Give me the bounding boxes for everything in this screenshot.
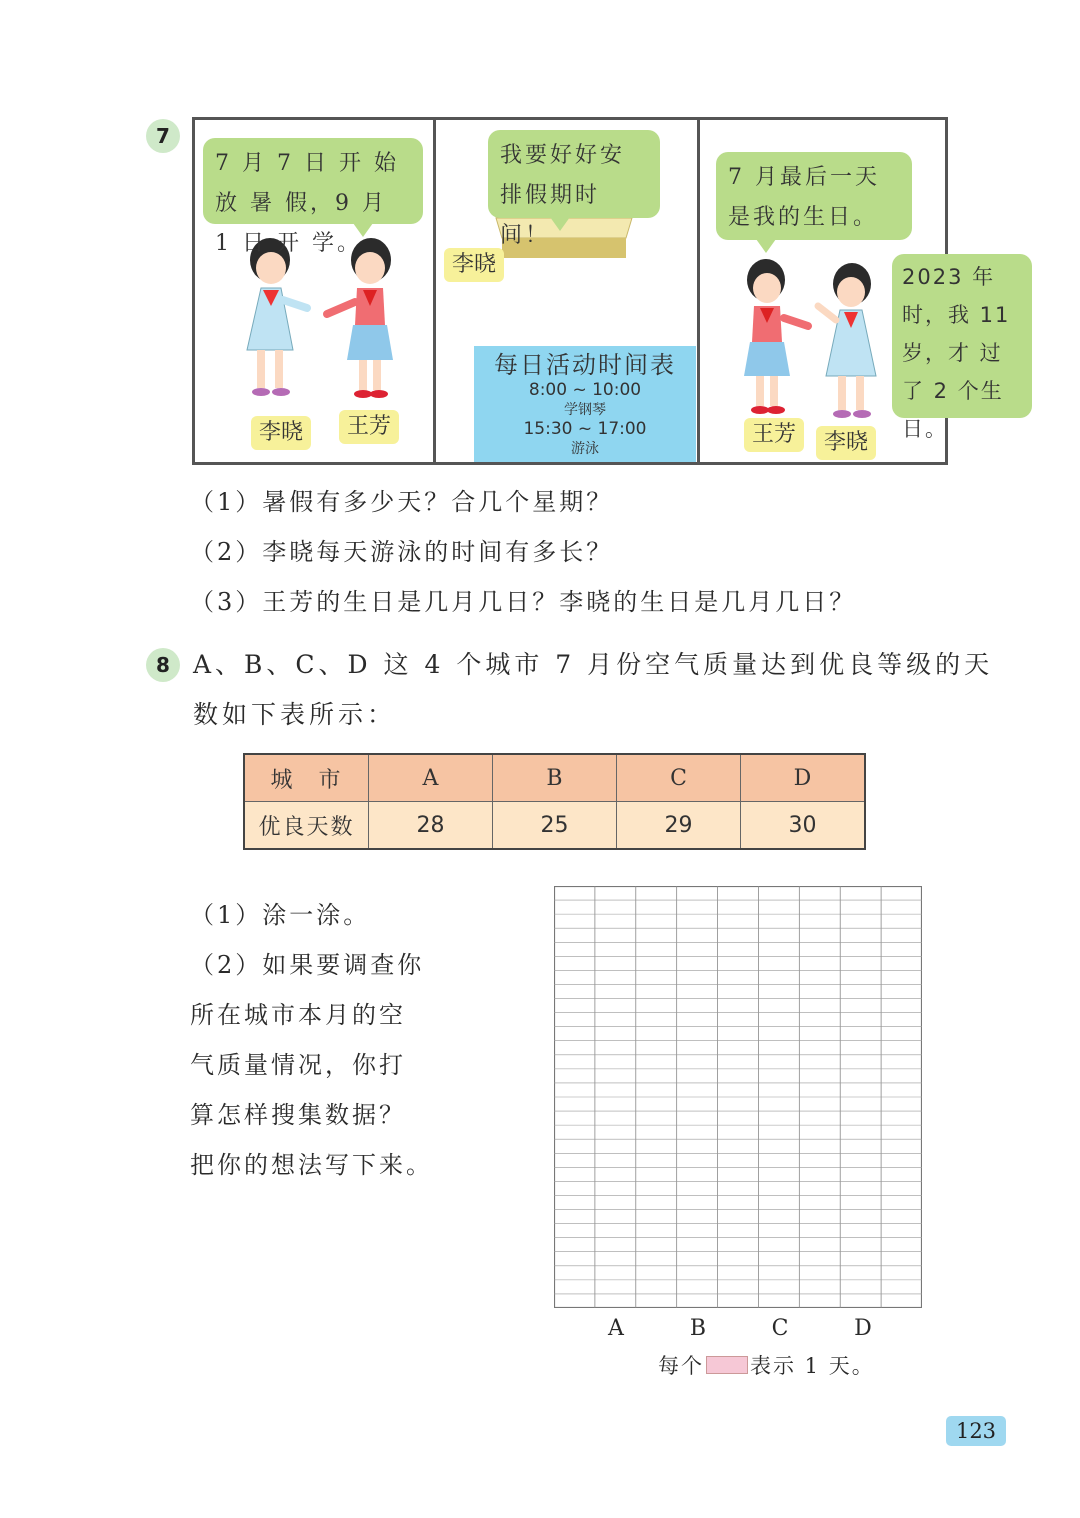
grid-label-a: A	[608, 1316, 624, 1341]
problem-7-question-1: （1）暑假有多少天？合几个星期？	[190, 488, 614, 516]
comic-panel-2	[436, 120, 700, 462]
daily-schedule-card	[474, 346, 696, 462]
schedule-time-2: 15:30 ~ 17:00	[523, 419, 647, 439]
speech-bubble-vacation-dates	[203, 138, 423, 256]
name-tag-li-xiao: 李晓	[251, 416, 311, 450]
legend-suffix: 表示 1 天。	[750, 1354, 875, 1378]
problem-7-question-3: （3）王芳的生日是几月几日？李晓的生日是几月几日？	[190, 588, 857, 616]
grid-label-c: C	[771, 1316, 789, 1341]
legend-prefix: 每个	[658, 1354, 704, 1378]
name-tag-wang-fang: 王芳	[744, 418, 804, 452]
legend-swatch	[706, 1356, 748, 1374]
table-cell-days-a: 28	[369, 802, 493, 850]
name-tag-li-xiao: 李晓	[816, 426, 876, 460]
problem-8-number: 8	[146, 648, 180, 682]
speech-text: 7 月最后一天是我的生日。	[728, 165, 880, 230]
grid-legend	[658, 1350, 875, 1380]
problem-7-number: 7	[146, 119, 180, 153]
speech-text: 2023 年时，我 11 岁，才 过 了 2 个生日。	[902, 265, 1011, 441]
table-header-city-a: A	[369, 754, 493, 802]
table-row	[244, 802, 865, 850]
problem-8-question-2-line-5: 把你的想法写下来。	[190, 1151, 433, 1179]
table-header-city-b: B	[493, 754, 617, 802]
grid-label-b: B	[689, 1316, 707, 1341]
speech-text: 7 月 7 日 开 始 放 暑 假，9 月 1 日 开 学。	[215, 151, 399, 256]
problem-8-intro-line-1: A、B、C、D 这 4 个城市 7 月份空气质量达到优良等级的天	[193, 650, 994, 679]
problem-8-intro-line-2: 数如下表所示：	[193, 700, 397, 729]
comic-panel-1	[195, 120, 436, 462]
table-cell-days-d: 30	[741, 802, 866, 850]
table-cell-days-b: 25	[493, 802, 617, 850]
problem-7-question-2: （2）李晓每天游泳的时间有多长？	[190, 538, 614, 566]
schedule-activity-2: 游泳	[571, 441, 599, 457]
name-tag-li-xiao: 李晓	[444, 248, 504, 282]
table-header-row	[244, 754, 865, 802]
air-quality-table	[243, 753, 866, 850]
comic-strip	[192, 117, 1011, 465]
table-cell-days-c: 29	[617, 802, 741, 850]
name-tag-wang-fang: 王芳	[339, 410, 399, 444]
schedule-title: 每日活动时间表	[494, 351, 676, 379]
grid-label-d: D	[854, 1316, 872, 1341]
speech-bubble-age	[892, 254, 1032, 441]
table-header-city-d: D	[741, 754, 866, 802]
grid-lines	[554, 886, 922, 1308]
comic-panel-3	[700, 120, 1011, 462]
table-row-label: 优良天数	[244, 802, 369, 850]
speech-text: 我要好好安排假期时间！	[500, 143, 626, 248]
problem-8-question-2-line-2: 所在城市本月的空	[190, 1001, 406, 1029]
schedule-time-1: 8:00 ~ 10:00	[528, 380, 642, 400]
schedule-activity-1: 学钢琴	[564, 402, 606, 418]
table-header-label: 城 市	[244, 754, 369, 802]
problem-8-question-2-line-1: （2）如果要调查你	[190, 951, 425, 979]
speech-bubble-birthday	[716, 152, 912, 240]
page-number: 123	[946, 1416, 1006, 1446]
coloring-grid[interactable]	[554, 886, 922, 1308]
problem-8-question-2-line-3: 气质量情况，你打	[190, 1051, 406, 1079]
speech-bubble-plan	[488, 130, 660, 248]
problem-8-question-1: （1）涂一涂。	[190, 901, 371, 929]
table-header-city-c: C	[617, 754, 741, 802]
problem-8-question-2-line-4: 算怎样搜集数据？	[190, 1101, 406, 1129]
